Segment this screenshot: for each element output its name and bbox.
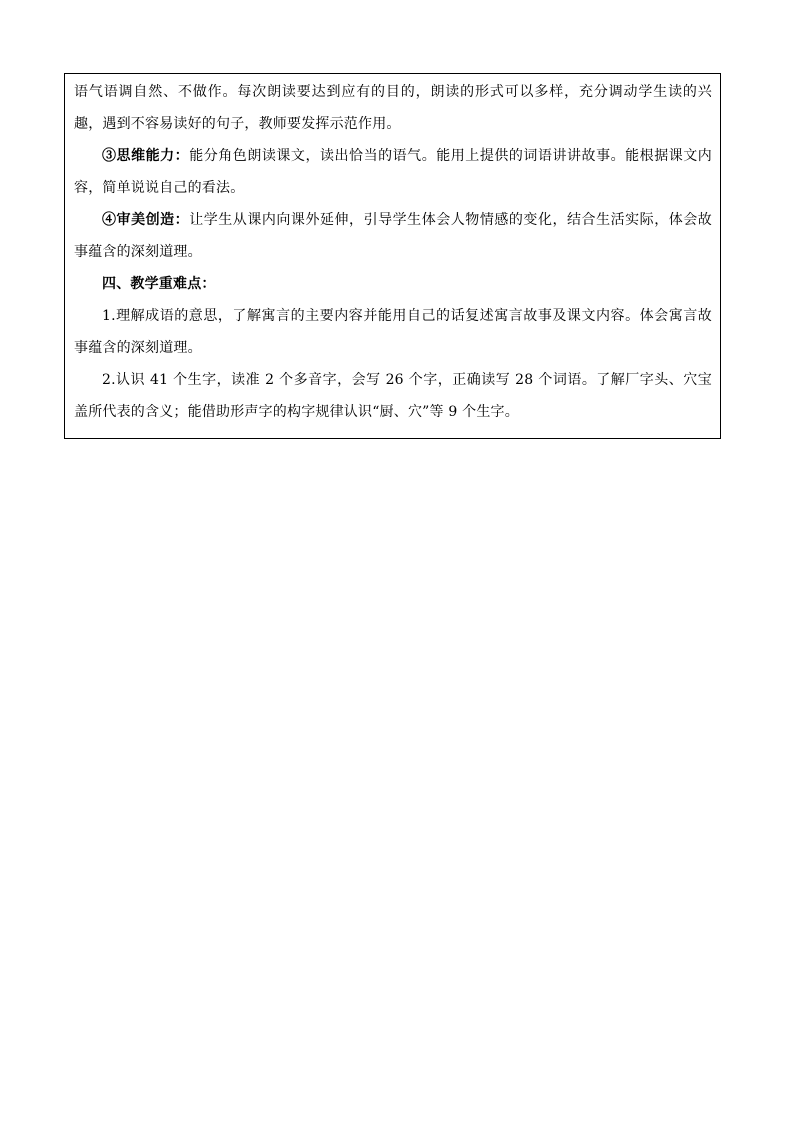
paragraph-text: 2.认识 41 个生字，读准 2 个多音字，会写 26 个字，正确读写 28 个词语。了解厂字头、穴宝盖所代表的含义；能借助形声字的构字规律认识“厨、穴”等 9 个生字。 <box>74 372 712 420</box>
paragraph-reading-guidance <box>74 76 712 140</box>
paragraph-text: 让学生从课内向课外延伸，引导学生体会人物情感的变化，结合生活实际，体会故事蕴含的深刻道理。 <box>74 212 713 260</box>
section-heading-key-points <box>74 268 712 300</box>
paragraph-lead: ④审美创造： <box>102 212 190 228</box>
paragraph-aesthetic-creation <box>74 204 712 268</box>
content-table-cell <box>64 73 721 439</box>
paragraph-text: 1.理解成语的意思，了解寓言的主要内容并能用自己的话复述寓言故事及课文内容。体会寓言故事蕴含的深刻道理。 <box>74 308 712 356</box>
paragraph-key-point-1 <box>74 300 712 364</box>
paragraph-lead: ③思维能力： <box>102 148 190 164</box>
section-heading-text: 四、教学重难点： <box>102 276 216 292</box>
paragraph-thinking-ability <box>74 140 712 204</box>
paragraph-text: 能分角色朗读课文，读出恰当的语气。能用上提供的词语讲讲故事。能根据课文内容，简单说说自己的看法。 <box>74 148 713 196</box>
paragraph-text: 语气语调自然、不做作。每次朗读要达到应有的目的，朗读的形式可以多样，充分调动学生读的兴趣，遇到不容易读好的句子，教师要发挥示范作用。 <box>74 84 712 132</box>
paragraph-key-point-2 <box>74 364 712 428</box>
